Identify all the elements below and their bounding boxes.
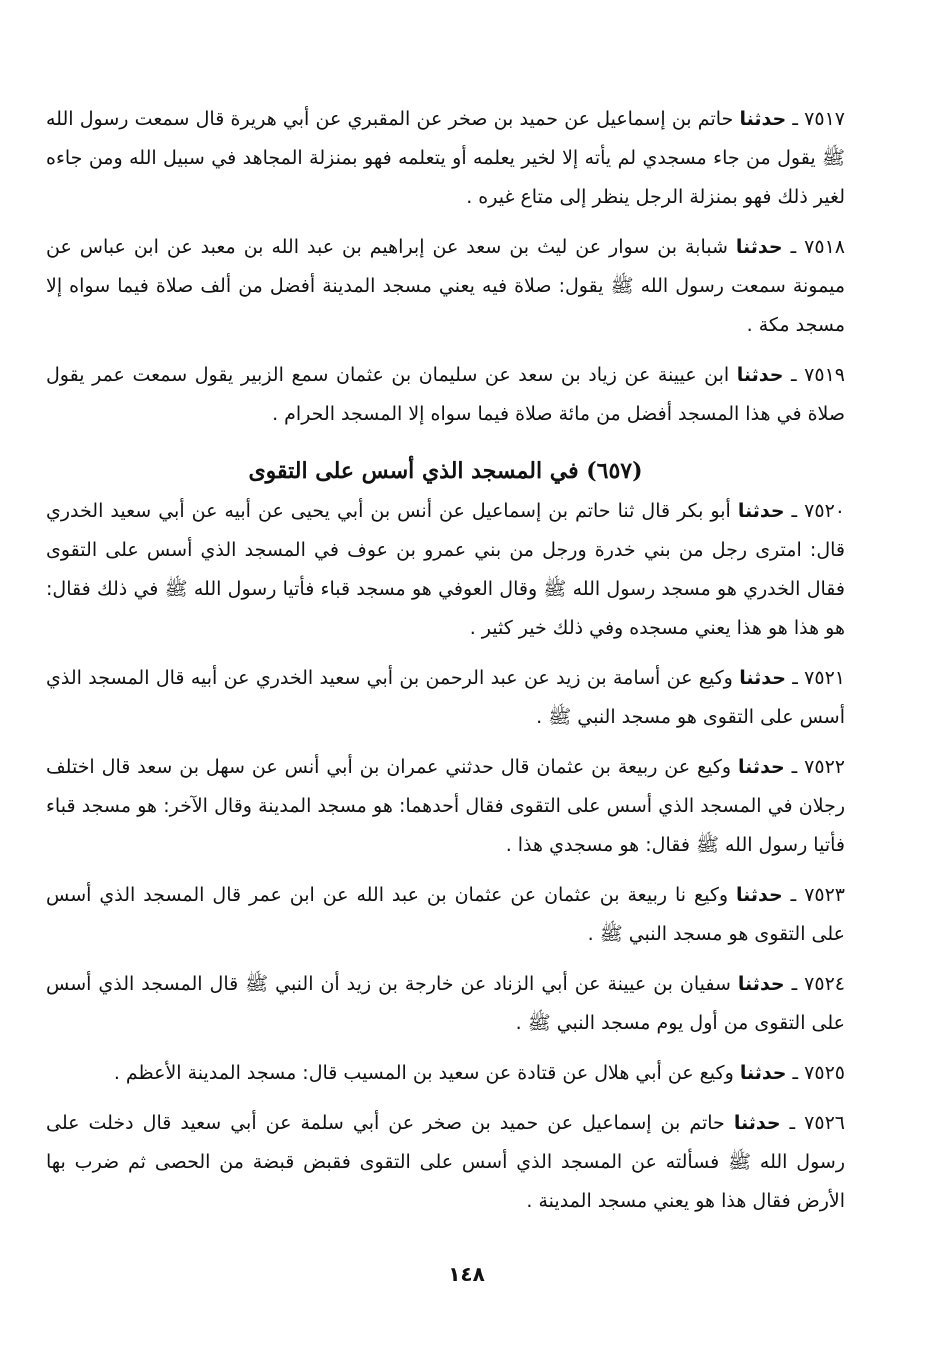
hadith-7521: ٧٥٢١ ـ حدثنا وكيع عن أسامة بن زيد عن عبد الرحمن بن أبي سعيد الخدري عن أبيه قال المسجد الذي أسس على التقوى هو مسجد النبي ﷺ . xyxy=(46,667,845,728)
chapter-heading: (٦٥٧) في المسجد الذي أسس على التقوى xyxy=(248,458,643,484)
hadith-text: ابن عيينة عن زياد بن سعد عن سليمان بن عثمان سمع الزبير يقول سمعت عمر يقول صلاة في هذا المسجد أفضل من مائة صلاة فيما سواه إلا المسجد الحرام . xyxy=(46,364,845,425)
hadith-number: ٧٥٢٠ xyxy=(804,500,845,522)
hadith-lead: حدثنا xyxy=(736,364,784,386)
hadith-lead: حدثنا xyxy=(739,108,787,130)
hadith-number: ٧٥١٩ xyxy=(804,364,845,386)
hadith-number: ٧٥١٧ xyxy=(804,108,845,130)
hadith-lead: حدثنا xyxy=(736,884,783,906)
hadith-7524: ٧٥٢٤ ـ حدثنا سفيان بن عيينة عن أبي الزناد عن خارجة بن زيد أن النبي ﷺ قال المسجد الذي أسس على التقوى من أول يوم مسجد النبي ﷺ . xyxy=(46,973,845,1034)
hadith-7520: ٧٥٢٠ ـ حدثنا أبو بكر قال ثنا حاتم بن إسماعيل عن أنس بن أبي يحيى عن أبيه عن أبي سعيد الخدري قال: امترى رجل من بني خدرة ورجل من بني عمرو بن عوف في المسجد الذي أسس على التقوى فقال الخدري هو مسجد رسول الله ﷺ وقال العوفي هو مسجد قباء فأتيا رسول الله ﷺ في ذلك فقال: هو هذا هو هذا يعني مسجده وفي ذلك خير كثير . xyxy=(46,500,845,639)
hadith-7518: ٧٥١٨ ـ حدثنا شبابة بن سوار عن ليث بن سعد عن إبراهيم بن عبد الله بن معبد عن ابن عباس عن ميمونة سمعت رسول الله ﷺ يقول: صلاة فيه يعني مسجد المدينة أفضل من ألف صلاة فيما سواه إلا مسجد مكة . xyxy=(46,236,845,336)
hadith-number: ٧٥٢١ xyxy=(804,667,845,689)
hadith-7526: ٧٥٢٦ ـ حدثنا حاتم بن إسماعيل عن حميد بن صخر عن أبي سلمة عن أبي سعيد قال دخلت على رسول الله ﷺ فسألته عن المسجد الذي أسس على التقوى فقبض قبضة من الحصى ثم ضرب بها الأرض فقال هذا هو يعني مسجد المدينة . xyxy=(46,1112,845,1212)
hadith-number: ٧٥٢٥ xyxy=(804,1062,845,1084)
hadith-number: ٧٥٢٦ xyxy=(804,1112,845,1134)
hadith-7523: ٧٥٢٣ ـ حدثنا وكيع نا ربيعة بن عثمان عن عثمان بن عبد الله عن ابن عمر قال المسجد الذي أسس على التقوى هو مسجد النبي ﷺ . xyxy=(46,884,846,945)
hadith-number: ٧٥٢٤ xyxy=(804,973,845,995)
hadith-lead: حدثنا xyxy=(738,756,785,778)
hadith-text: وكيع عن ربيعة بن عثمان قال حدثني عمران بن أبي أنس عن سهل بن سعد قال اختلف رجلان في المسجد الذي أسس على التقوى فقال أحدهما: هو مسجد المدينة وقال الآخر: هو مسجد قباء فأتيا رسول الله ﷺ فقال: هو مسجدي هذا . xyxy=(46,756,845,856)
hadith-lead: حدثنا xyxy=(737,973,785,995)
hadith-lead: حدثنا xyxy=(735,236,783,258)
hadith-lead: حدثنا xyxy=(737,500,785,522)
hadith-number: ٧٥٢٣ xyxy=(804,884,846,906)
hadith-lead: حدثنا xyxy=(739,667,786,689)
hadith-7522: ٧٥٢٢ ـ حدثنا وكيع عن ربيعة بن عثمان قال حدثني عمران بن أبي أنس عن سهل بن سعد قال اختلف رجلان في المسجد الذي أسس على التقوى فقال أحدهما: هو مسجد المدينة وقال الآخر: هو مسجد قباء فأتيا رسول الله ﷺ فقال: هو مسجدي هذا . xyxy=(46,756,845,856)
hadith-text: شبابة بن سوار عن ليث بن سعد عن إبراهيم بن عبد الله بن معبد عن ابن عباس عن ميمونة سمعت رسول الله ﷺ يقول: صلاة فيه يعني مسجد المدينة أفضل من ألف صلاة فيما سواه إلا مسجد مكة . xyxy=(46,236,845,336)
hadith-text: وكيع عن أسامة بن زيد عن عبد الرحمن بن أبي سعيد الخدري عن أبيه قال المسجد الذي أسس على التقوى هو مسجد النبي ﷺ . xyxy=(46,667,845,728)
hadith-number: ٧٥١٨ xyxy=(804,236,845,258)
page-number: ١٤٨ xyxy=(448,1262,485,1286)
hadith-7519: ٧٥١٩ ـ حدثنا ابن عيينة عن زياد بن سعد عن سليمان بن عثمان سمع الزبير يقول سمعت عمر يقول صلاة في هذا المسجد أفضل من مائة صلاة فيما سواه إلا المسجد الحرام . xyxy=(46,364,845,425)
hadith-text: سفيان بن عيينة عن أبي الزناد عن خارجة بن زيد أن النبي ﷺ قال المسجد الذي أسس على التقوى من أول يوم مسجد النبي ﷺ . xyxy=(46,973,845,1034)
hadith-lead: حدثنا xyxy=(739,1062,787,1084)
hadith-text: حاتم بن إسماعيل عن حميد بن صخر عن المقبري عن أبي هريرة قال سمعت رسول الله ﷺ يقول من جاء مسجدي لم يأته إلا لخير يعلمه أو يتعلمه فهو بمنزلة المجاهد في سبيل الله ومن جاءه لغير ذلك فهو بمنزلة الرجل ينظر إلى متاع غيره . xyxy=(46,108,845,208)
hadith-7525: ٧٥٢٥ ـ حدثنا وكيع عن أبي هلال عن قتادة عن سعيد بن المسيب قال: مسجد المدينة الأعظم . xyxy=(113,1062,845,1084)
hadith-7517: ٧٥١٧ ـ حدثنا حاتم بن إسماعيل عن حميد بن صخر عن المقبري عن أبي هريرة قال سمعت رسول الله ﷺ يقول من جاء مسجدي لم يأته إلا لخير يعلمه أو يتعلمه فهو بمنزلة المجاهد في سبيل الله ومن جاءه لغير ذلك فهو بمنزلة الرجل ينظر إلى متاع غيره . xyxy=(46,108,845,208)
hadith-text: وكيع عن أبي هلال عن قتادة عن سعيد بن المسيب قال: مسجد المدينة الأعظم . xyxy=(113,1062,734,1084)
hadith-lead: حدثنا xyxy=(733,1112,781,1134)
hadith-text: وكيع نا ربيعة بن عثمان عن عثمان بن عبد الله عن ابن عمر قال المسجد الذي أسس على التقوى هو مسجد النبي ﷺ . xyxy=(46,884,845,945)
hadith-text: أبو بكر قال ثنا حاتم بن إسماعيل عن أنس بن أبي يحيى عن أبيه عن أبي سعيد الخدري قال: امترى رجل من بني خدرة ورجل من بني عمرو بن عوف في المسجد الذي أسس على التقوى فقال الخدري هو مسجد رسول الله ﷺ وقال العوفي هو مسجد قباء فأتيا رسول الله ﷺ في ذلك فقال: هو هذا هو هذا يعني مسجده وفي ذلك خير كثير . xyxy=(46,500,845,639)
hadith-number: ٧٥٢٢ xyxy=(804,756,845,778)
hadith-text: حاتم بن إسماعيل عن حميد بن صخر عن أبي سلمة عن أبي سعيد قال دخلت على رسول الله ﷺ فسألته عن المسجد الذي أسس على التقوى فقبض قبضة من الحصى ثم ضرب بها الأرض فقال هذا هو يعني مسجد المدينة . xyxy=(46,1112,845,1212)
